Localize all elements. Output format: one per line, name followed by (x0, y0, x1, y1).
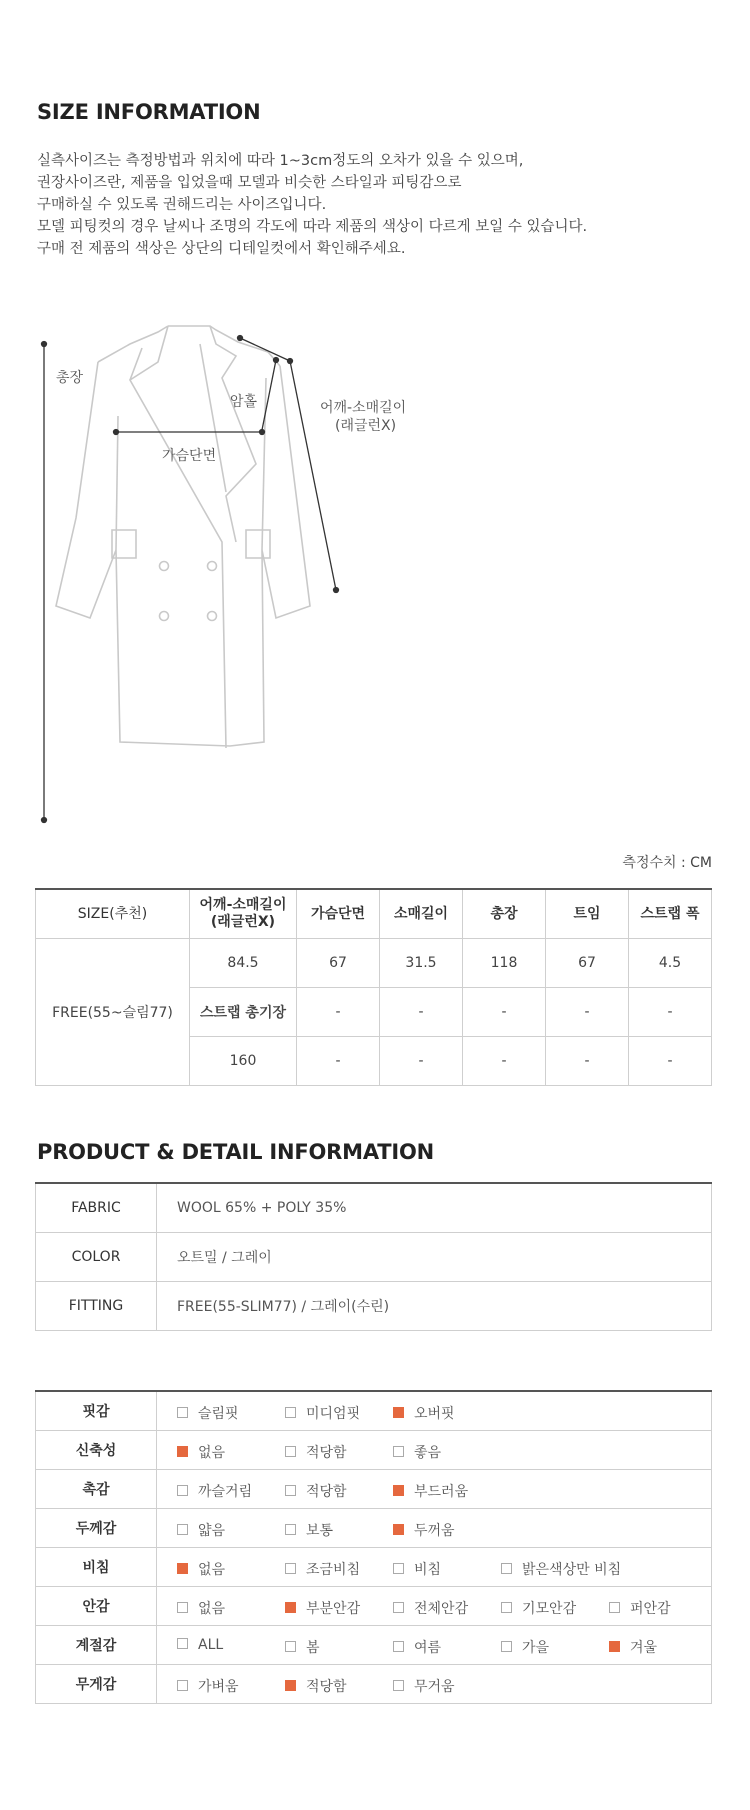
feature-option-label: 오버핏 (414, 1406, 455, 1422)
measurement-lines (42, 336, 339, 823)
feature-option (393, 1559, 441, 1579)
table-cell: 67 (546, 939, 629, 988)
detail-value: FREE(55-SLIM77) / 그레이(수린) (157, 1282, 712, 1331)
feature-option (177, 1403, 239, 1423)
header-sleeve: 소매길이 (380, 889, 463, 939)
unchecked-box-icon (177, 1638, 188, 1649)
feature-row (36, 1391, 712, 1431)
feature-label: 핏감 (36, 1391, 157, 1431)
feature-options (157, 1626, 712, 1665)
table-cell: - (463, 1037, 546, 1086)
feature-option (285, 1442, 347, 1462)
table-cell: - (629, 988, 712, 1037)
header-shoulder-sleeve (190, 889, 297, 939)
feature-option (285, 1481, 347, 1501)
detail-key: FITTING (36, 1282, 157, 1331)
coat-outline (56, 326, 310, 748)
label-raglan-note: (래글런X) (335, 418, 397, 434)
feature-label: 촉감 (36, 1470, 157, 1509)
unchecked-box-icon (393, 1602, 404, 1613)
feature-option-label: 없음 (198, 1562, 226, 1578)
unchecked-box-icon (177, 1407, 188, 1418)
unchecked-box-icon (609, 1602, 620, 1613)
coat-measurement-diagram (30, 318, 410, 838)
intro-line: 구매하실 수 있도록 권해드리는 사이즈입니다. (37, 197, 327, 213)
unchecked-box-icon (177, 1524, 188, 1535)
unchecked-box-icon (177, 1602, 188, 1613)
feature-option-label: 두꺼움 (414, 1523, 455, 1539)
feature-option-label: 비침 (414, 1562, 442, 1578)
feature-option-label: 겨울 (630, 1640, 658, 1656)
detail-value: WOOL 65% + POLY 35% (157, 1183, 712, 1233)
unchecked-box-icon (285, 1446, 296, 1457)
feature-option (285, 1559, 360, 1579)
label-armhole: 암홀 (230, 394, 258, 410)
feature-option (393, 1598, 468, 1618)
feature-options (157, 1587, 712, 1626)
size-table (35, 888, 712, 1086)
table-cell: - (380, 988, 463, 1037)
table-row (36, 1183, 712, 1233)
feature-option (285, 1676, 347, 1696)
feature-option (609, 1598, 671, 1618)
intro-line: 구매 전 제품의 색상은 상단의 디테일컷에서 확인해주세요. (37, 241, 406, 257)
detail-value: 오트밀 / 그레이 (157, 1233, 712, 1282)
feature-options (157, 1665, 712, 1704)
table-cell: 160 (190, 1037, 297, 1086)
feature-option-label: 얇음 (198, 1523, 226, 1539)
feature-row (36, 1470, 712, 1509)
feature-option (177, 1481, 252, 1501)
checked-box-icon (177, 1563, 188, 1574)
unchecked-box-icon (285, 1524, 296, 1535)
feature-options (157, 1391, 712, 1431)
header-length: 총장 (463, 889, 546, 939)
unchecked-box-icon (285, 1641, 296, 1652)
intro-line: 실측사이즈는 측정방법과 위치에 따라 1~3cm정도의 오차가 있을 수 있으며, (37, 153, 524, 169)
feature-option-label: 적당함 (306, 1679, 347, 1695)
unchecked-box-icon (393, 1563, 404, 1574)
feature-option-label: 조금비침 (306, 1562, 361, 1578)
table-cell: 4.5 (629, 939, 712, 988)
feature-option (501, 1559, 621, 1579)
table-cell: - (297, 988, 380, 1037)
label-length: 총장 (56, 370, 84, 386)
product-detail-table (35, 1182, 712, 1331)
feature-label: 안감 (36, 1587, 157, 1626)
unchecked-box-icon (393, 1680, 404, 1691)
feature-options (157, 1431, 712, 1470)
feature-table (35, 1390, 712, 1704)
feature-option (393, 1676, 455, 1696)
intro-line: 권장사이즈란, 제품을 입었을때 모델과 비슷한 스타일과 피팅감으로 (37, 175, 462, 191)
feature-option-label: 까슬거림 (198, 1484, 253, 1500)
feature-label: 비침 (36, 1548, 157, 1587)
header-slit: 트임 (546, 889, 629, 939)
checked-box-icon (393, 1407, 404, 1418)
header-shoulder-sleeve-line2: (래글런X) (210, 914, 276, 930)
feature-option (393, 1481, 468, 1501)
feature-option-label: 좋음 (414, 1445, 442, 1461)
unchecked-box-icon (393, 1446, 404, 1457)
table-cell: - (546, 988, 629, 1037)
table-cell: 84.5 (190, 939, 297, 988)
feature-label: 신축성 (36, 1431, 157, 1470)
table-cell: - (380, 1037, 463, 1086)
table-row (36, 1233, 712, 1282)
table-cell: 31.5 (380, 939, 463, 988)
checked-box-icon (609, 1641, 620, 1652)
unchecked-box-icon (501, 1641, 512, 1652)
unchecked-box-icon (177, 1680, 188, 1691)
feature-option (285, 1520, 333, 1540)
detail-key: FABRIC (36, 1183, 157, 1233)
feature-option (285, 1403, 360, 1423)
header-shoulder-sleeve-line1: 어깨-소매길이 (199, 897, 287, 913)
feature-label: 두께감 (36, 1509, 157, 1548)
feature-option-label: 퍼안감 (630, 1601, 671, 1617)
unchecked-box-icon (501, 1563, 512, 1574)
table-cell: - (463, 988, 546, 1037)
feature-option-label: 기모안감 (522, 1601, 577, 1617)
product-info-title: PRODUCT & DETAIL INFORMATION (37, 1140, 435, 1164)
table-cell: - (297, 1037, 380, 1086)
feature-option (609, 1637, 657, 1657)
feature-row (36, 1626, 712, 1665)
header-size: SIZE(추천) (36, 889, 190, 939)
feature-row (36, 1665, 712, 1704)
feature-option-label: 봄 (306, 1640, 320, 1656)
feature-option (501, 1637, 549, 1657)
feature-row (36, 1587, 712, 1626)
feature-options (157, 1509, 712, 1548)
size-intro-text (37, 150, 587, 260)
strap-length-label: 스트랩 총기장 (190, 988, 297, 1037)
feature-option-label: 부드러움 (414, 1484, 469, 1500)
table-row (36, 1282, 712, 1331)
feature-option-label: 미디엄핏 (306, 1406, 361, 1422)
size-name: FREE(55~슬림77) (36, 939, 190, 1086)
feature-option (177, 1637, 223, 1653)
feature-option (501, 1598, 576, 1618)
feature-row (36, 1431, 712, 1470)
feature-options (157, 1470, 712, 1509)
feature-option (177, 1559, 225, 1579)
feature-option-label: 밝은색상만 비침 (522, 1562, 622, 1578)
size-table-header (36, 889, 712, 939)
feature-label: 무게감 (36, 1665, 157, 1704)
checked-box-icon (393, 1524, 404, 1535)
feature-label: 계절감 (36, 1626, 157, 1665)
header-chest: 가슴단면 (297, 889, 380, 939)
unchecked-box-icon (393, 1641, 404, 1652)
measurement-unit: 측정수치 : CM (622, 855, 712, 871)
feature-option-label: 없음 (198, 1445, 226, 1461)
intro-line: 모델 피팅컷의 경우 날씨나 조명의 각도에 따라 제품의 색상이 다르게 보일 수 있습니다. (37, 219, 588, 235)
feature-row (36, 1548, 712, 1587)
unchecked-box-icon (285, 1485, 296, 1496)
feature-option (393, 1403, 455, 1423)
feature-option (177, 1442, 225, 1462)
feature-option (393, 1442, 441, 1462)
feature-option (177, 1598, 225, 1618)
feature-option (393, 1637, 441, 1657)
detail-key: COLOR (36, 1233, 157, 1282)
table-cell: - (546, 1037, 629, 1086)
feature-option-label: 가벼움 (198, 1679, 239, 1695)
header-strap-width: 스트랩 폭 (629, 889, 712, 939)
table-cell: 67 (297, 939, 380, 988)
feature-option-label: ALL (198, 1637, 224, 1653)
checked-box-icon (285, 1680, 296, 1691)
feature-option-label: 무거움 (414, 1679, 455, 1695)
unchecked-box-icon (501, 1602, 512, 1613)
feature-option-label: 슬림핏 (198, 1406, 239, 1422)
unchecked-box-icon (285, 1563, 296, 1574)
feature-option-label: 없음 (198, 1601, 226, 1617)
feature-option-label: 여름 (414, 1640, 442, 1656)
checked-box-icon (285, 1602, 296, 1613)
feature-options (157, 1548, 712, 1587)
unchecked-box-icon (285, 1407, 296, 1418)
feature-option (285, 1598, 360, 1618)
label-shoulder-sleeve: 어깨-소매길이 (320, 400, 407, 416)
feature-option-label: 적당함 (306, 1445, 347, 1461)
table-row (36, 939, 712, 988)
feature-option-label: 전체안감 (414, 1601, 469, 1617)
feature-option (393, 1520, 455, 1540)
feature-option-label: 가을 (522, 1640, 550, 1656)
unchecked-box-icon (177, 1485, 188, 1496)
feature-option (177, 1520, 225, 1540)
feature-option (177, 1676, 239, 1696)
checked-box-icon (393, 1485, 404, 1496)
checked-box-icon (177, 1446, 188, 1457)
feature-option (285, 1637, 320, 1657)
table-cell: 118 (463, 939, 546, 988)
label-chest: 가슴단면 (162, 448, 217, 464)
feature-option-label: 보통 (306, 1523, 334, 1539)
feature-option-label: 적당함 (306, 1484, 347, 1500)
feature-option-label: 부분안감 (306, 1601, 361, 1617)
size-info-title: SIZE INFORMATION (37, 100, 261, 124)
feature-row (36, 1509, 712, 1548)
table-cell: - (629, 1037, 712, 1086)
